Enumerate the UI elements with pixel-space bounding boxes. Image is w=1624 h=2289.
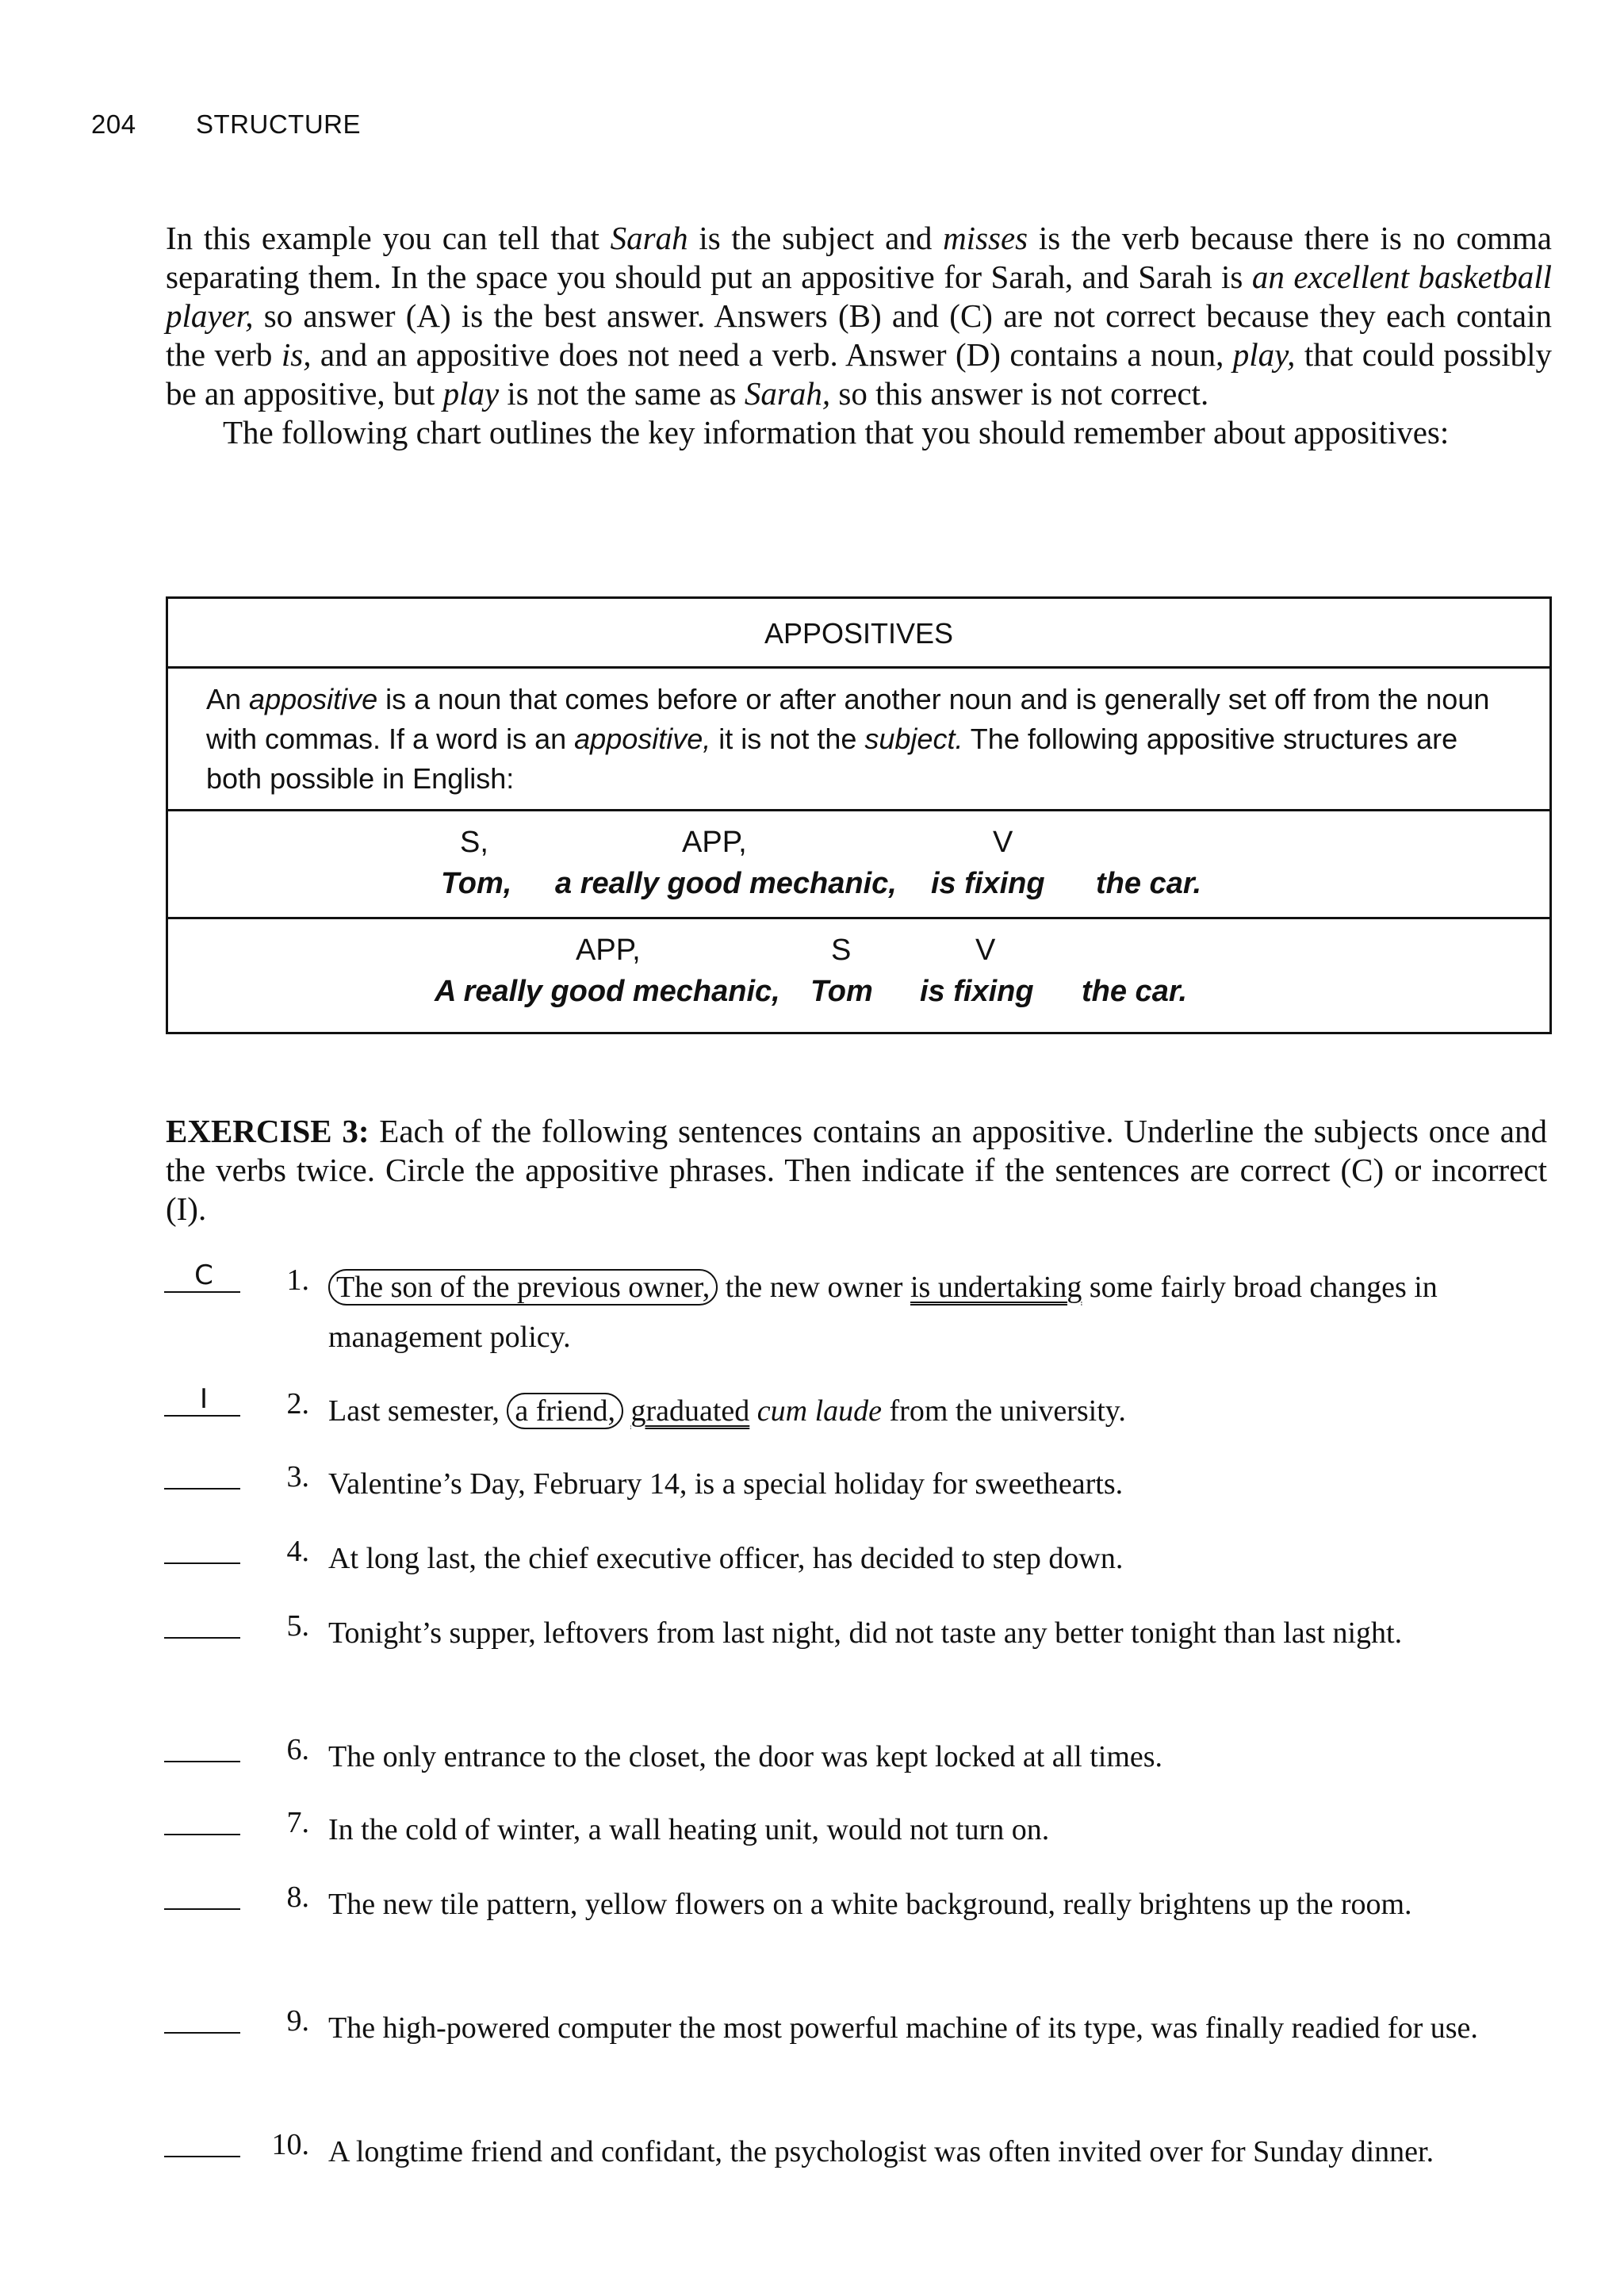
item-number: 10.: [271, 2128, 309, 2161]
answer-blank[interactable]: [164, 1637, 240, 1639]
example-appositive: A really good mechanic,: [435, 975, 780, 1008]
text-segment: and an appositive does not need a verb. Answer (D) contains a noun,: [311, 336, 1233, 373]
appositives-chart: [166, 596, 1552, 1034]
page-number: 204: [91, 109, 136, 139]
sentence-text: A longtime friend and confidant, the psychologist was often invited over for Sunday dinner.: [328, 2135, 1434, 2168]
answer-blank[interactable]: [164, 1761, 240, 1762]
sentence-text: Valentine’s Day, February 14, is a special holiday for sweethearts.: [328, 1467, 1124, 1501]
text-segment: appositive: [249, 683, 378, 715]
text-segment: so this answer is not correct.: [830, 375, 1209, 412]
item-number: 9.: [286, 2004, 309, 2038]
text-segment: an excellent basketball player,: [166, 259, 1552, 334]
text-segment: subject.: [864, 723, 963, 755]
answer-blank[interactable]: [164, 2032, 240, 2034]
text-segment: so answer (A) is the best answer. Answers (B) and (C) are not correct because they each contain the verb: [166, 297, 1552, 373]
text-segment: Sarah,: [744, 375, 831, 412]
example-row-2: [168, 919, 1549, 1027]
item-number: 2.: [286, 1387, 309, 1421]
item-sentence: [328, 1534, 1549, 1584]
text-segment: it is not the: [710, 723, 865, 755]
sentence-text: [749, 1394, 757, 1428]
example-row-1: [168, 811, 1549, 919]
answer-blank[interactable]: [164, 1908, 240, 1910]
text-segment: is a noun that comes before or after another noun and is generally set off from the noun with commas. If a word is an: [206, 683, 1490, 755]
intro-text: [166, 219, 1552, 452]
text-segment: misses: [943, 220, 1028, 256]
answer-blank[interactable]: [164, 1488, 240, 1490]
item-sentence: [328, 1263, 1549, 1363]
text-segment: In this example you can tell that: [166, 220, 611, 256]
example-subject: Tom: [810, 975, 873, 1008]
item-number: 6.: [286, 1733, 309, 1766]
handwritten-answer: I: [199, 1383, 209, 1415]
running-header: [91, 109, 361, 140]
label-verb: V: [993, 826, 1013, 859]
answer-blank[interactable]: [164, 1415, 240, 1417]
item-sentence: [328, 1608, 1549, 1658]
text-segment: The following appositive structures are both possible in English:: [206, 723, 1458, 795]
example-object: the car.: [1096, 867, 1202, 900]
circled-appositive: The son of the previous owner,: [328, 1269, 718, 1306]
text-segment: that could possibly be an appositive, but: [166, 336, 1552, 412]
item-sentence: [328, 1805, 1549, 1855]
sentence-text: some fairly broad changes in management policy.: [328, 1271, 1438, 1354]
sentence-text: The new tile pattern, yellow flowers on a white background, really brightens up the room.: [328, 1888, 1412, 1921]
chart-intro-paragraph: The following chart outlines the key information that you should remember about appositives:: [223, 414, 1450, 451]
circled-appositive: a friend,: [507, 1393, 623, 1429]
example-appositive: a really good mechanic,: [555, 867, 897, 900]
text-segment: An: [206, 683, 250, 715]
item-number: 7.: [286, 1806, 309, 1839]
double-underlined-verb: graduated: [630, 1394, 750, 1428]
handwritten-answer: C: [194, 1260, 213, 1291]
answer-blank[interactable]: [164, 1562, 240, 1564]
sentence-text: the new owner: [718, 1271, 910, 1304]
item-sentence: [328, 1732, 1549, 1782]
sentence-text: In the cold of winter, a wall heating unit, would not turn on.: [328, 1813, 1050, 1846]
text-segment: play: [442, 375, 500, 412]
item-number: 3.: [286, 1460, 309, 1493]
answer-blank[interactable]: [164, 2156, 240, 2157]
sentence-text: Last semester,: [328, 1394, 508, 1428]
explanation-paragraph: [166, 219, 1552, 413]
item-sentence: [328, 2127, 1549, 2177]
item-number: 1.: [286, 1263, 309, 1297]
label-subject: S: [831, 934, 852, 967]
item-number: 4.: [286, 1535, 309, 1568]
label-appositive: APP,: [682, 826, 747, 859]
text-segment: is the subject and: [688, 220, 944, 256]
item-number: 8.: [286, 1881, 309, 1914]
example-subject: Tom,: [441, 867, 512, 900]
sentence-text: Tonight’s supper, leftovers from last night, did not taste any better tonight than last night.: [328, 1616, 1403, 1650]
chart-description: [168, 669, 1549, 811]
example-verb: is fixing: [920, 975, 1034, 1008]
text-segment: is,: [281, 336, 312, 373]
answer-blank[interactable]: [164, 1291, 240, 1293]
sentence-text: At long last, the chief executive officer, has decided to step down.: [328, 1542, 1124, 1575]
answer-blank[interactable]: [164, 1834, 240, 1835]
exercise-instruction-text: Each of the following sentences contains an appositive. Underline the subjects once and the verbs twice. Circle the appositive phrases. Then indicate if the sentences are correct (C) or incorrect (I).: [166, 1113, 1547, 1227]
chart-title: APPOSITIVES: [168, 599, 1549, 669]
section-title: STRUCTURE: [196, 109, 361, 139]
example-object: the car.: [1082, 975, 1188, 1008]
italic-text: cum laude: [756, 1394, 883, 1428]
label-appositive: APP,: [576, 934, 641, 967]
text-segment: appositive,: [574, 723, 711, 755]
text-segment: is the verb because there is no comma separating them. In the space you should put an appositive for Sarah, and Sarah is: [166, 220, 1553, 295]
label-verb: V: [975, 934, 996, 967]
double-underlined-verb: is undertaking: [910, 1271, 1082, 1304]
text-segment: play,: [1232, 336, 1296, 373]
sentence-text: from the university.: [882, 1394, 1126, 1428]
item-number: 5.: [286, 1609, 309, 1643]
item-sentence: [328, 2003, 1549, 2053]
item-sentence: [328, 1880, 1549, 1930]
text-segment: Sarah: [610, 220, 688, 256]
exercise-label: EXERCISE 3:: [166, 1113, 370, 1149]
item-sentence: [328, 1386, 1549, 1436]
text-segment: is not the same as: [499, 375, 745, 412]
sentence-text: The only entrance to the closet, the door was kept locked at all times.: [328, 1740, 1163, 1773]
label-subject: S,: [460, 826, 488, 859]
exercise-instructions: [166, 1112, 1547, 1229]
sentence-text: The high-powered computer the most powerful machine of its type, was finally readied for use.: [328, 2011, 1478, 2045]
item-sentence: [328, 1459, 1549, 1509]
example-verb: is fixing: [931, 867, 1045, 900]
